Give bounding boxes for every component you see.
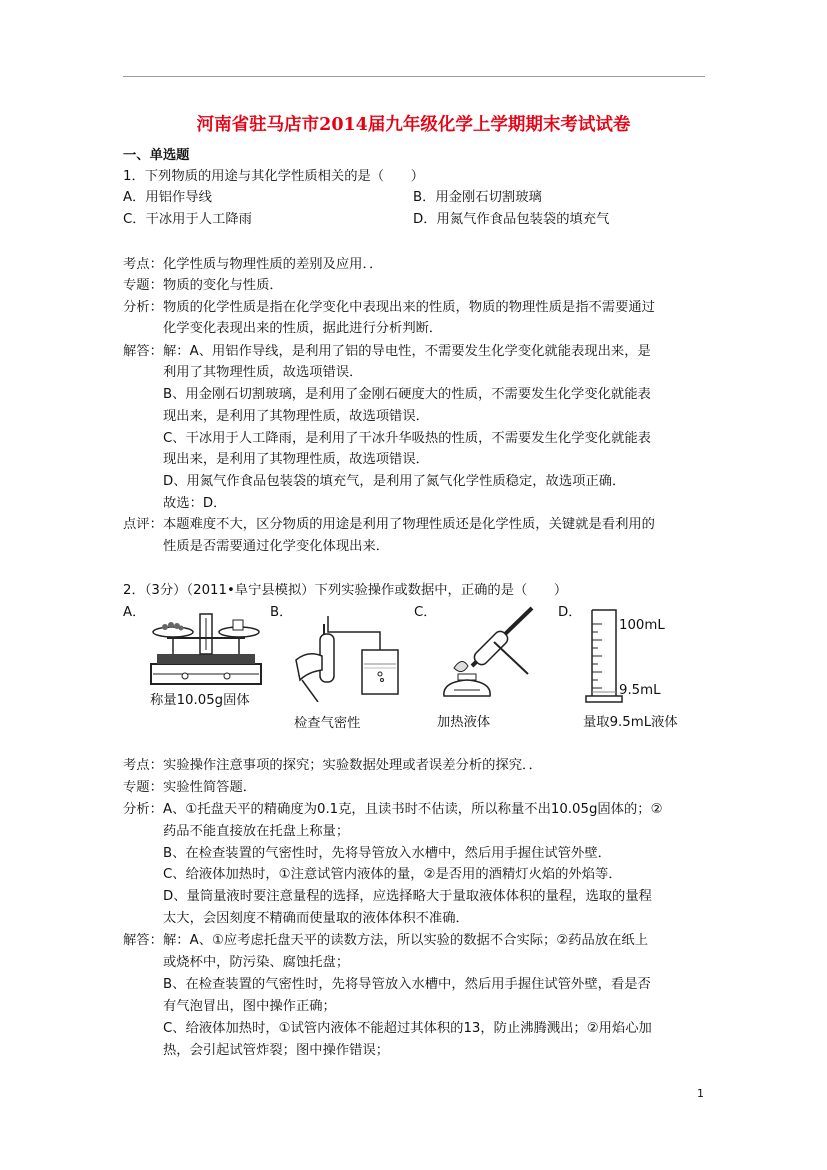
q2-kaodian: 实验操作注意事项的探究；实验数据处理或者误差分析的探究．． bbox=[163, 758, 542, 773]
q1-kaodian-label: 考点： bbox=[123, 257, 163, 272]
q1-option-c: C．干冰用于人工降雨 bbox=[123, 212, 252, 227]
q2-jieda-label: 解答： bbox=[123, 933, 163, 948]
q2-jieda-line: 或烧杯中，防污染、腐蚀托盘； bbox=[163, 955, 350, 970]
caption-d: 量取9.5mL液体 bbox=[583, 715, 678, 730]
balance-illustration bbox=[145, 608, 267, 688]
q1-stem: 1．下列物质的用途与其化学性质相关的是（ ） bbox=[123, 169, 424, 184]
q1-jieda-line: B、用金刚石切割玻璃，是利用了金刚石硬度大的性质，不需要发生化学变化就能表 bbox=[163, 387, 651, 402]
q1-jieda-line: 故选：D． bbox=[163, 496, 227, 511]
q2-jieda-line: 热，会引起试管炸裂；图中操作错误； bbox=[163, 1043, 390, 1058]
q2-jieda-line: C、给液体加热时，①试管内液体不能超过其体积的13，防止沸腾溅出；②用焰心加 bbox=[163, 1021, 652, 1036]
q2-fenxi-line: C、给液体加热时，①注意试管内液体的量，②是否用的酒精灯火焰的外焰等． bbox=[163, 867, 622, 882]
q2-fenxi-line: D、量筒量液时要注意量程的选择，应选择略大于量取液体体积的量程，选取的量程 bbox=[163, 889, 652, 904]
caption-c: 加热液体 bbox=[437, 715, 491, 730]
q1-fenxi-label: 分析： bbox=[123, 300, 163, 315]
header-rule bbox=[123, 76, 705, 77]
q2-label-c: C． bbox=[414, 605, 437, 620]
q1-kaodian: 化学性质与物理性质的差别及应用．． bbox=[163, 257, 383, 272]
q2-fenxi-label: 分析： bbox=[123, 802, 163, 817]
q1-fenxi-line: 物质的化学性质是指在化学变化中表现出来的性质，物质的物理性质是指不需要通过 bbox=[163, 300, 655, 315]
q1-option-a: A．用铝作导线 bbox=[123, 190, 212, 205]
q2-kaodian-label: 考点： bbox=[123, 758, 163, 773]
section-heading: 一、单选题 bbox=[123, 148, 190, 163]
q1-zhuanti-label: 专题： bbox=[123, 278, 163, 293]
q2-fenxi-line: 太大，会因刻度不精确而使量取的液体体积不准确． bbox=[163, 911, 469, 926]
q2-label-a: A． bbox=[123, 605, 146, 620]
q1-jieda-line: 利用了其物理性质，故选项错误． bbox=[163, 365, 363, 380]
q1-jieda-label: 解答： bbox=[123, 344, 163, 359]
q1-jieda-line: D、用氮气作食品包装袋的填充气，是利用了氮气化学性质稳定，故选项正确． bbox=[163, 474, 626, 489]
q2-label-d: D． bbox=[558, 605, 582, 620]
q1-option-b: B．用金刚石切割玻璃 bbox=[413, 190, 542, 205]
airtightness-illustration bbox=[288, 610, 403, 702]
q1-dianping-line: 本题难度不大，区分物质的用途是利用了物理性质还是化学性质，关键就是看利用的 bbox=[163, 517, 655, 532]
page-title: 河南省驻马店市2014届九年级化学上学期期末考试试卷 bbox=[196, 115, 631, 135]
q1-dianping-line: 性质是否需要通过化学变化体现出来． bbox=[163, 539, 390, 554]
q2-stem: 2．（3分）（2011•阜宁县模拟）下列实验操作或数据中，正确的是（ ） bbox=[123, 583, 568, 598]
q2-fenxi-line: 药品不能直接放在托盘上称量； bbox=[163, 824, 350, 839]
q2-zhuanti: 实验性简答题． bbox=[163, 780, 257, 795]
q2-fenxi-line: A、①托盘天平的精确度为0.1克，且读书时不估读，所以称量不出10.05g固体的；② bbox=[163, 802, 663, 817]
q2-jieda-line: 有气泡冒出，图中操作正确； bbox=[163, 999, 336, 1014]
heating-illustration bbox=[432, 606, 542, 706]
q2-label-b: B． bbox=[270, 605, 293, 620]
q1-zhuanti: 物质的变化与性质． bbox=[163, 278, 283, 293]
q1-option-d: D．用氮气作食品包装袋的填充气 bbox=[413, 212, 610, 227]
q1-fenxi-line: 化学变化表现出来的性质，据此进行分析判断． bbox=[163, 321, 443, 336]
q1-dianping-label: 点评： bbox=[123, 517, 163, 532]
cylinder-top-label: 100mL bbox=[619, 618, 665, 633]
q1-jieda-line: 现出来，是利用了其物理性质，故选项错误． bbox=[163, 452, 429, 467]
page-number: 1 bbox=[697, 1087, 704, 1100]
caption-a: 称量10.05g固体 bbox=[150, 693, 250, 708]
cylinder-bottom-label: 9.5mL bbox=[619, 683, 661, 698]
q2-jieda-line: 解：A、①应考虑托盘天平的读数方法，所以实验的数据不合实际；②药品放在纸上 bbox=[163, 933, 649, 948]
q2-jieda-line: B、在检查装置的气密性时，先将导管放入水槽中，然后用手握住试管外壁，看是否 bbox=[163, 977, 651, 992]
q1-jieda-line: 现出来，是利用了其物理性质，故选项错误． bbox=[163, 409, 429, 424]
q2-zhuanti-label: 专题： bbox=[123, 780, 163, 795]
q2-fenxi-line: B、在检查装置的气密性时，先将导管放入水槽中，然后用手握住试管外壁． bbox=[163, 846, 611, 861]
q1-jieda-line: C、干冰用于人工降雨，是利用了干冰升华吸热的性质，不需要发生化学变化就能表 bbox=[163, 431, 651, 446]
caption-b: 检查气密性 bbox=[294, 716, 361, 731]
q1-jieda-line: 解：A、用铝作导线，是利用了铝的导电性，不需要发生化学变化就能表现出来，是 bbox=[163, 344, 651, 359]
